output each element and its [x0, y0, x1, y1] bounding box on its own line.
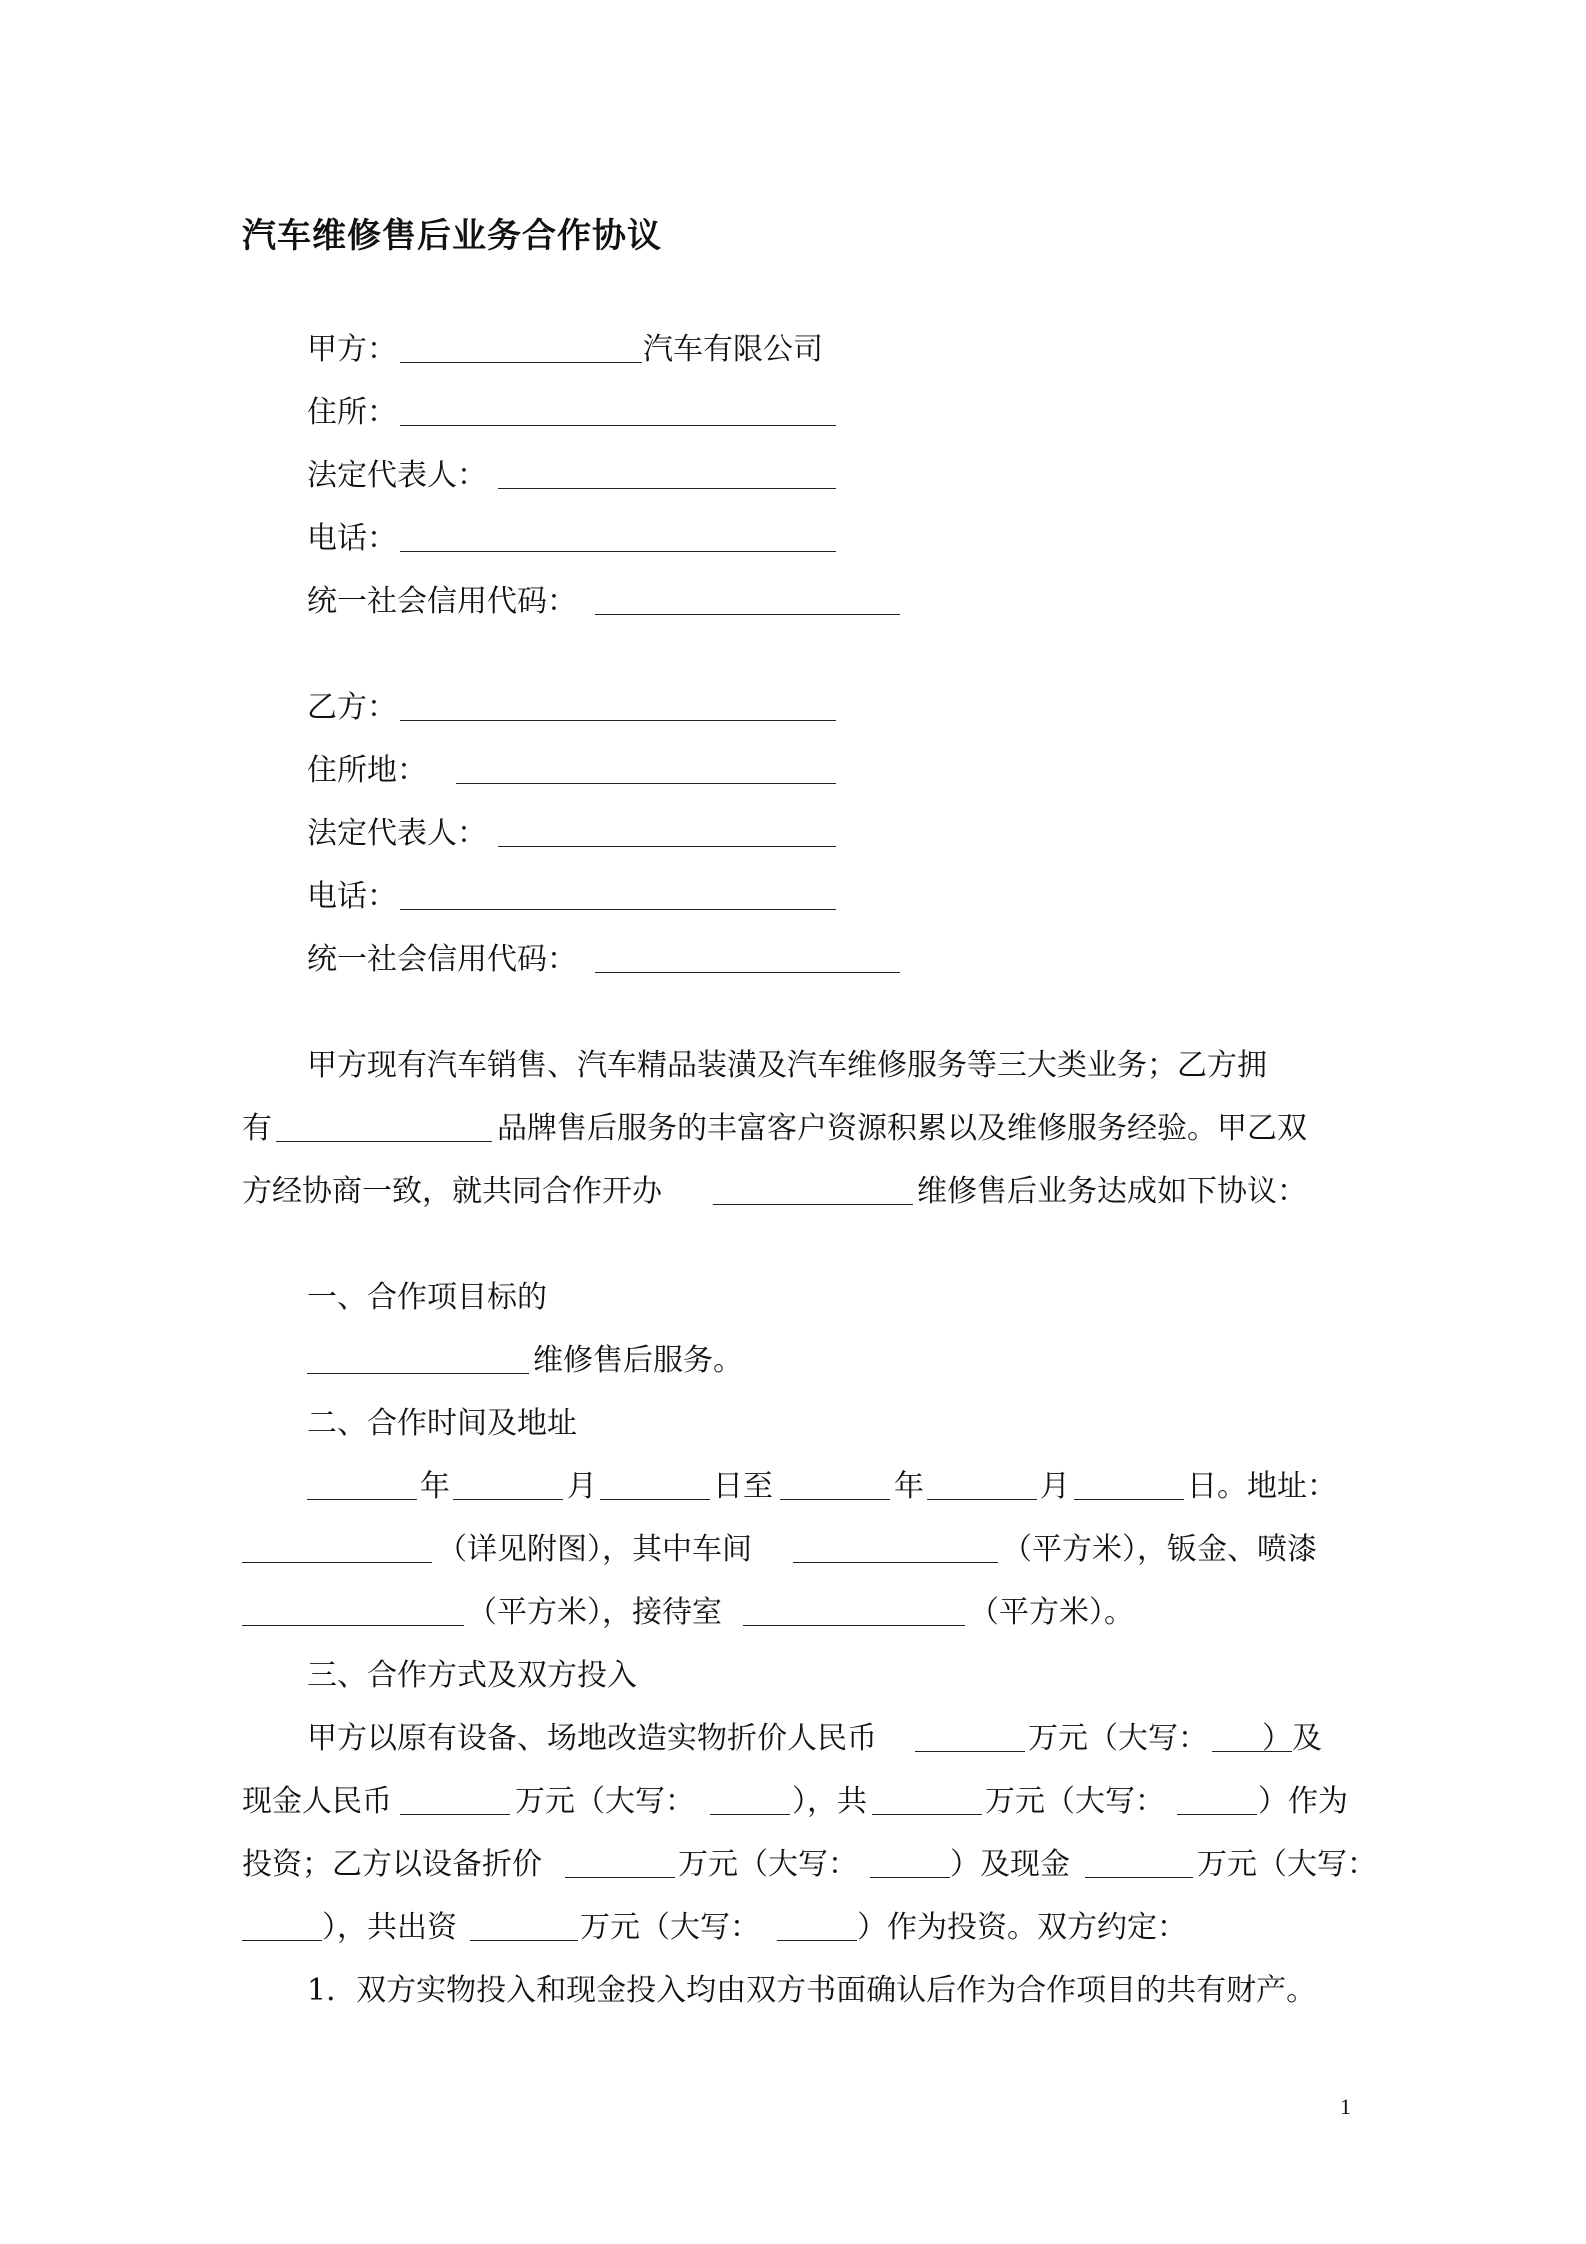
- s3-l2-b: 万元（大写：: [515, 1784, 695, 1819]
- start-year-blank: [307, 1499, 417, 1500]
- preamble-text-3b: 维修售后业务达成如下协议：: [917, 1174, 1307, 1209]
- party-a-name-blank: [400, 362, 642, 363]
- end-month-blank: [927, 1499, 1037, 1500]
- start-month-blank: [453, 1499, 563, 1500]
- section-2-heading-text: 二、合作时间及地址: [307, 1406, 577, 1441]
- start-day-blank: [600, 1499, 710, 1500]
- s3-l1-c: ）及: [1262, 1721, 1322, 1756]
- service-blank: [307, 1373, 529, 1374]
- party-a-rep-blank: [498, 488, 836, 489]
- page-number: 1: [1340, 2094, 1351, 2119]
- s3-l1-a: 甲方以原有设备、场地改造实物折价人民币: [307, 1721, 877, 1756]
- party-a-address-blank: [400, 425, 836, 426]
- b-equip-amount-blank: [565, 1877, 675, 1878]
- s3-l2-a: 现金人民币: [242, 1784, 392, 1819]
- end-month-label: 月: [1040, 1469, 1070, 1504]
- a-asset-amount-blank: [915, 1751, 1025, 1752]
- preamble-text-1: 甲方现有汽车销售、汽车精品装潢及汽车维修服务等三大类业务；乙方拥: [307, 1048, 1267, 1083]
- s3-l3-d: 万元（大写：: [1197, 1847, 1377, 1882]
- b-total-words-blank: [777, 1940, 857, 1941]
- section-1-heading-text: 一、合作项目标的: [307, 1280, 547, 1315]
- end-day-blank: [1074, 1499, 1184, 1500]
- s3-item-1-text: 1．双方实物投入和现金投入均由双方书面确认后作为合作项目的共有财产。: [307, 1973, 1317, 2008]
- b-cash-words-blank: [242, 1940, 322, 1941]
- end-day-address-label: 日。地址：: [1187, 1469, 1337, 1504]
- preamble-text-2a: 有: [242, 1111, 272, 1146]
- s3-l2-c: ），共: [792, 1784, 867, 1819]
- day-to-label: 日至: [713, 1469, 773, 1504]
- party-b-phone-label: 电话：: [307, 879, 397, 914]
- a-cash-amount-blank: [400, 1814, 510, 1815]
- party-a-phone-blank: [400, 551, 836, 552]
- party-b-phone-blank: [400, 909, 836, 910]
- b-equip-words-blank: [870, 1877, 950, 1878]
- detail-label: （详见附图），其中车间: [437, 1532, 752, 1567]
- s3-l3-b: 万元（大写：: [678, 1847, 858, 1882]
- s3-l3-c: ）及现金: [950, 1847, 1070, 1882]
- party-a-phone-label: 电话：: [307, 521, 397, 556]
- party-a-credit-blank: [595, 614, 900, 615]
- end-year-blank: [780, 1499, 890, 1500]
- party-a-address-label: 住所：: [307, 395, 397, 430]
- party-b-credit-blank: [595, 972, 900, 973]
- section-1-body-text: 维修售后服务。: [533, 1343, 743, 1378]
- s3-l2-e: ）作为: [1258, 1784, 1348, 1819]
- end-year-label: 年: [894, 1469, 924, 1504]
- preamble-text-2b: 品牌售后服务的丰富客户资源积累以及维修服务经验。甲乙双: [497, 1111, 1307, 1146]
- start-month-label: 月: [567, 1469, 597, 1504]
- s3-l4-a: ），共出资: [322, 1910, 457, 1945]
- party-a-rep-label: 法定代表人：: [307, 458, 487, 493]
- reception-area-blank: [743, 1625, 965, 1626]
- business-blank: [713, 1204, 913, 1205]
- b-total-amount-blank: [470, 1940, 578, 1941]
- b-cash-amount-blank: [1085, 1877, 1193, 1878]
- section-3-heading-text: 三、合作方式及双方投入: [307, 1658, 637, 1693]
- a-cash-words-blank: [710, 1814, 790, 1815]
- party-b-address-label: 住所地：: [307, 753, 427, 788]
- start-year-label: 年: [420, 1469, 450, 1504]
- page-title: 汽车维修售后业务合作协议: [242, 216, 662, 256]
- a-total-amount-blank: [872, 1814, 982, 1815]
- party-b-rep-blank: [498, 846, 836, 847]
- s3-l4-b: 万元（大写：: [580, 1910, 760, 1945]
- party-b-address-blank: [456, 783, 836, 784]
- party-b-rep-label: 法定代表人：: [307, 816, 487, 851]
- address-blank: [242, 1562, 432, 1563]
- party-b-credit-label: 统一社会信用代码：: [307, 942, 577, 977]
- sqm-label-3: （平方米）。: [969, 1595, 1134, 1630]
- paint-area-blank: [242, 1625, 464, 1626]
- workshop-area-blank: [793, 1562, 998, 1563]
- preamble-text-3a: 方经协商一致，就共同合作开办: [242, 1174, 662, 1209]
- s3-l2-d: 万元（大写：: [985, 1784, 1165, 1819]
- a-total-words-blank: [1177, 1814, 1257, 1815]
- party-a-credit-label: 统一社会信用代码：: [307, 584, 577, 619]
- party-a-label: 甲方：: [307, 332, 397, 367]
- sqm-label-1: （平方米），钣金、喷漆: [1002, 1532, 1317, 1567]
- s3-l3-a: 投资；乙方以设备折价: [242, 1847, 542, 1882]
- sqm-label-2: （平方米），接待室: [467, 1595, 722, 1630]
- brand-blank: [276, 1141, 492, 1142]
- s3-l4-c: ）作为投资。双方约定：: [857, 1910, 1187, 1945]
- party-a-name-suffix: 汽车有限公司: [643, 332, 823, 367]
- party-b-label: 乙方：: [307, 690, 397, 725]
- s3-l1-b: 万元（大写：: [1028, 1721, 1208, 1756]
- party-b-name-blank: [400, 720, 836, 721]
